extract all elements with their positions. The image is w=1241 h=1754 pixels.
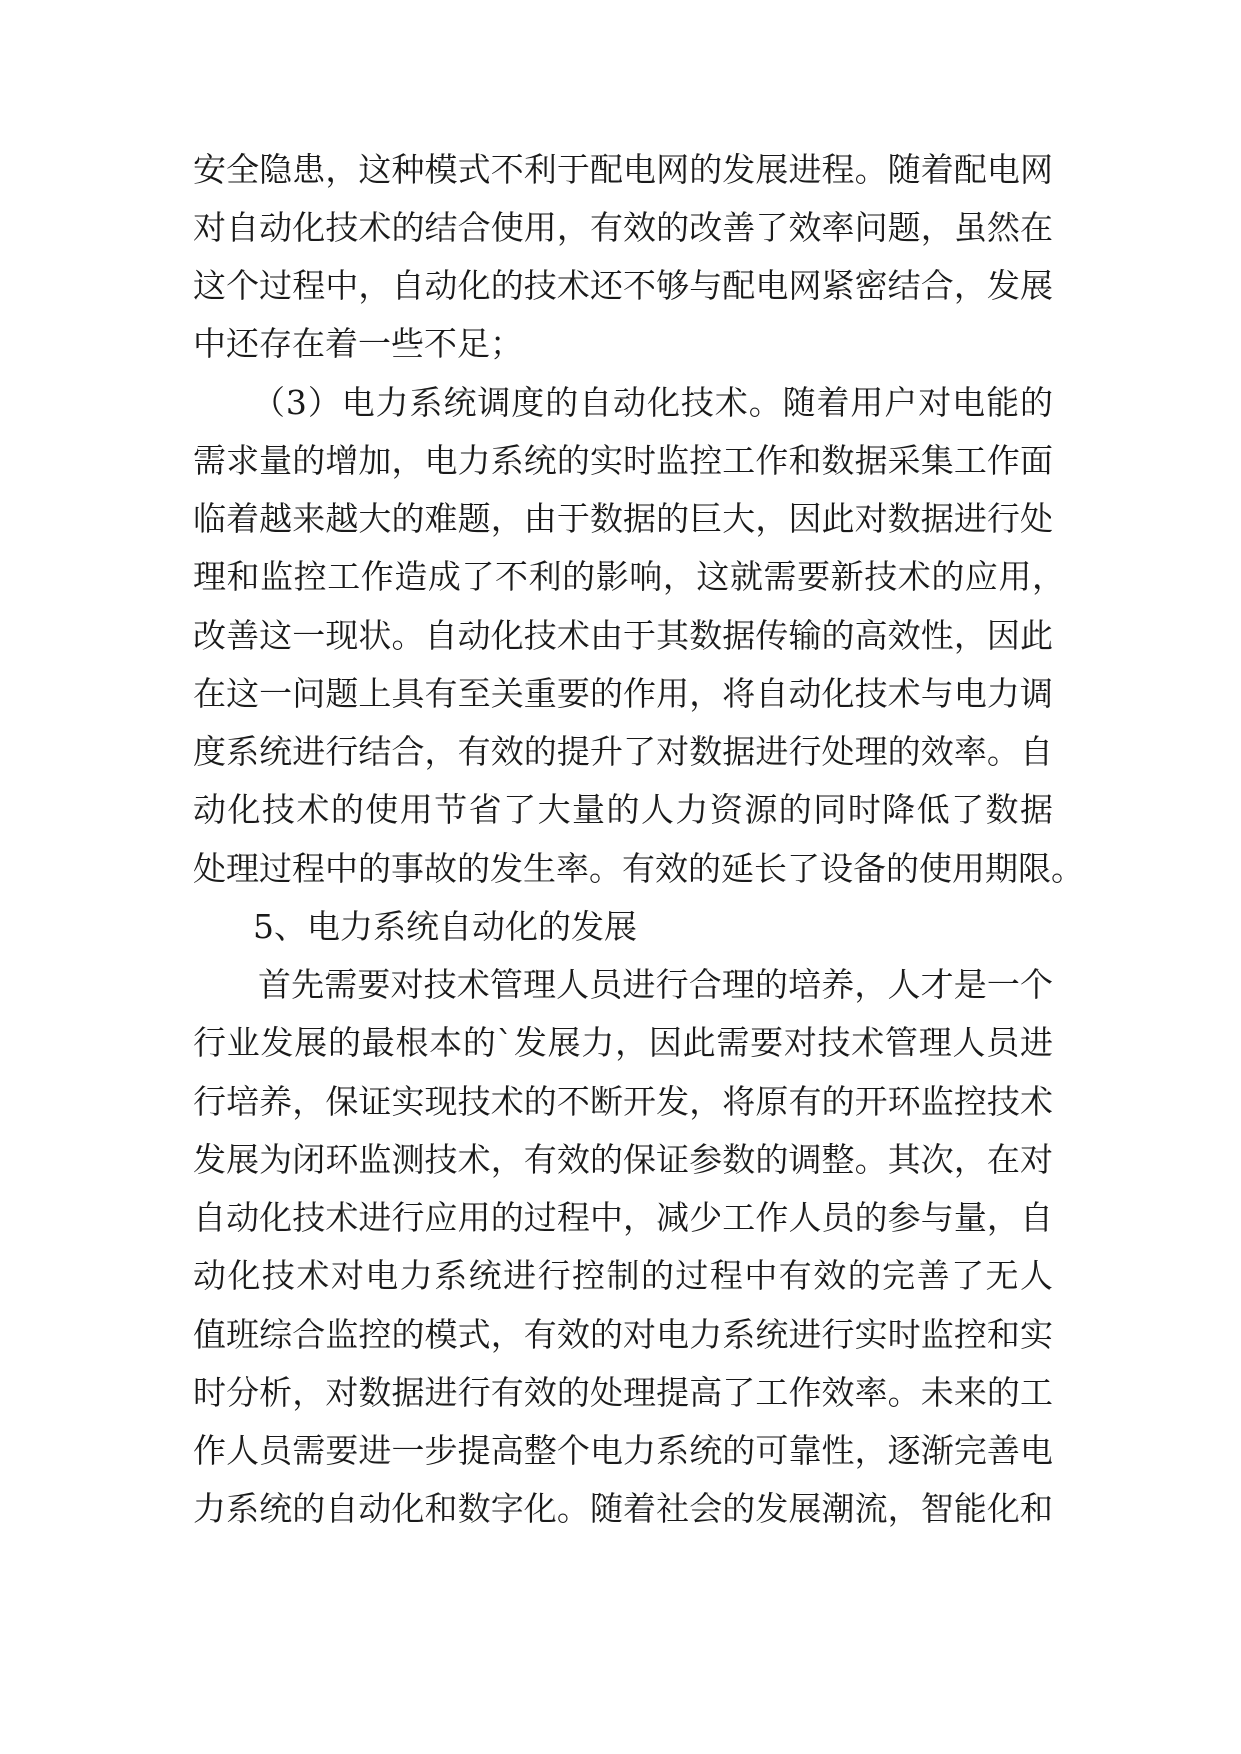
- text-line: 理和监控工作造成了不利的影响，这就需要新技术的应用，: [193, 557, 1065, 596]
- text-line: 作人员需要进一步提高整个电力系统的可靠性，逐渐完善电: [193, 1431, 1053, 1470]
- text-line: 动化技术对电力系统进行控制的过程中有效的完善了无人: [193, 1256, 1053, 1295]
- section-heading-3: （3）电力系统调度的自动化技术。随着用户对电能的: [252, 383, 1053, 422]
- text-line: 在这一问题上具有至关重要的作用，将自动化技术与电力调: [193, 674, 1053, 713]
- text-line: 值班综合监控的模式，有效的对电力系统进行实时监控和实: [193, 1315, 1053, 1354]
- text-line: 自动化技术进行应用的过程中，减少工作人员的参与量，自: [193, 1198, 1053, 1237]
- text-line: 临着越来越大的难题，由于数据的巨大，因此对数据进行处: [193, 499, 1053, 538]
- text-line: 首先需要对技术管理人员进行合理的培养，人才是一个: [258, 965, 1053, 1004]
- text-line: 时分析，对数据进行有效的处理提高了工作效率。未来的工: [193, 1373, 1053, 1412]
- text-line: 动化技术的使用节省了大量的人力资源的同时降低了数据: [193, 790, 1053, 829]
- text-line: 对自动化技术的结合使用，有效的改善了效率问题，虽然在: [193, 208, 1053, 247]
- text-line: 力系统的自动化和数字化。随着社会的发展潮流，智能化和: [193, 1489, 1053, 1528]
- text-line: 处理过程中的事故的发生率。有效的延长了设备的使用期限。: [193, 849, 1084, 888]
- text-line: 安全隐患，这种模式不利于配电网的发展进程。随着配电网: [193, 150, 1053, 189]
- text-line: 度系统进行结合，有效的提升了对数据进行处理的效率。自: [193, 732, 1053, 771]
- text-line: 发展为闭环监测技术，有效的保证参数的调整。其次，在对: [193, 1140, 1053, 1179]
- text-line: 这个过程中，自动化的技术还不够与配电网紧密结合，发展: [193, 266, 1053, 305]
- text-line: 行培养，保证实现技术的不断开发，将原有的开环监控技术: [193, 1082, 1053, 1121]
- text-line: 中还存在着一些不足；: [193, 324, 523, 363]
- text-line: 需求量的增加，电力系统的实时监控工作和数据采集工作面: [193, 441, 1053, 480]
- section-heading-5: 5、电力系统自动化的发展: [253, 907, 637, 946]
- text-line: 改善这一现状。自动化技术由于其数据传输的高效性，因此: [193, 616, 1053, 655]
- text-line: 行业发展的最根本的`发展力，因此需要对技术管理人员进: [193, 1023, 1053, 1062]
